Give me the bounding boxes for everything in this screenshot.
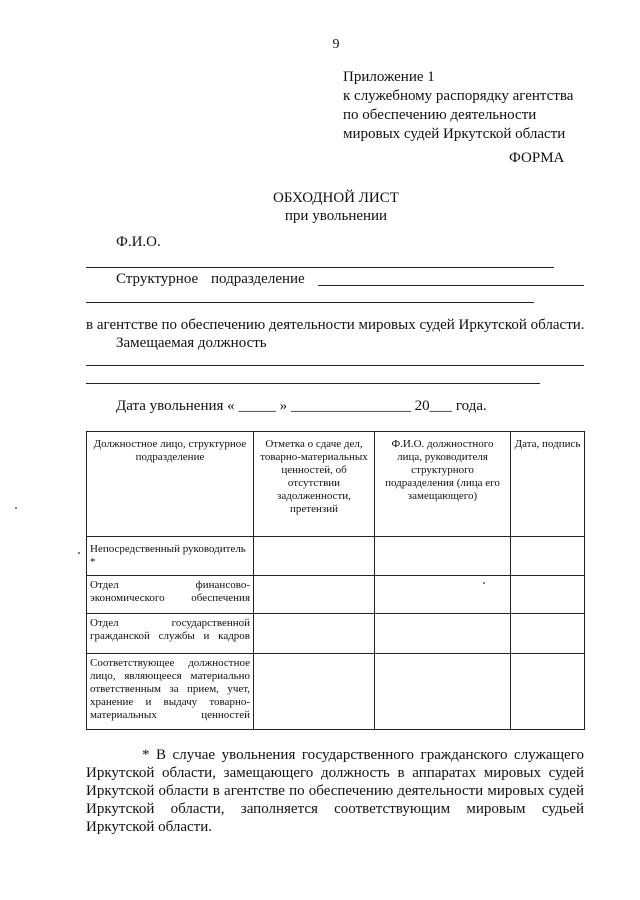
structural-unit-line-2[interactable] <box>86 302 534 303</box>
agency-text: в агентстве по обеспечению деятельности мировых судей Иркутской области. <box>86 317 585 333</box>
appendix-line-1: Приложение 1 <box>343 69 435 85</box>
mark-cell[interactable] <box>254 576 375 614</box>
clearance-table <box>86 431 585 730</box>
mark-cell[interactable] <box>254 537 375 576</box>
table-row <box>87 537 585 576</box>
position-line-2[interactable] <box>86 383 540 384</box>
fio-cell[interactable] <box>375 537 511 576</box>
dismissal-date-field[interactable]: Дата увольнения « _____ » ________________ 20___ года. <box>116 398 487 414</box>
appendix-line-4: мировых судей Иркутской области <box>343 126 566 142</box>
header-date-signature: Дата, подпись <box>511 432 585 537</box>
header-mark: Отметка о сдаче дел, товарно-материальных ценностей, об отсутствии задолженности, претензий <box>254 432 375 537</box>
mark-cell[interactable] <box>254 614 375 654</box>
table-row <box>87 614 585 654</box>
structural-unit-label-2: подразделение <box>211 271 305 287</box>
signature-cell[interactable] <box>511 576 585 614</box>
table-row <box>87 654 585 730</box>
table-row <box>87 576 585 614</box>
structural-unit-label: Структурное <box>116 271 199 287</box>
structural-unit-line[interactable] <box>318 285 584 286</box>
signature-cell[interactable] <box>511 537 585 576</box>
row-label-direct-manager: Непосредственный руководитель * <box>87 537 254 576</box>
mark-cell[interactable] <box>254 654 375 730</box>
fio-label: Ф.И.О. <box>116 234 161 250</box>
fio-cell[interactable] <box>375 576 511 614</box>
page-number: 9 <box>332 37 340 52</box>
signature-cell[interactable] <box>511 614 585 654</box>
scan-speck <box>15 507 17 509</box>
row-label-hr: Отдел государственной гражданской службы и кадров <box>87 614 254 654</box>
signature-cell[interactable] <box>511 654 585 730</box>
document-title <box>0 189 640 225</box>
appendix-line-3: по обеспечению деятельности <box>343 107 537 123</box>
row-label-finance: Отдел финансово-экономического обеспечения <box>87 576 254 614</box>
forma-label: ФОРМА <box>509 150 565 166</box>
title-sub: при увольнении <box>284 208 388 224</box>
header-official: Должностное лицо, структурное подразделение <box>87 432 254 537</box>
fio-cell[interactable] <box>375 654 511 730</box>
fio-cell[interactable] <box>375 614 511 654</box>
appendix-block <box>343 68 573 144</box>
title-main: ОБХОДНОЙ ЛИСТ <box>273 190 399 206</box>
table-header-row <box>87 432 585 537</box>
scan-speck <box>483 582 485 584</box>
scan-speck <box>78 552 80 554</box>
row-label-responsible: Соответствующее должностное лицо, являющееся материально ответственным за прием, учет, хранение и выдачу товарно-материальных ценностей <box>87 654 254 730</box>
appendix-line-2: к служебному распорядку агентства <box>343 88 574 104</box>
fio-line[interactable] <box>86 267 554 268</box>
header-fio: Ф.И.О. должностного лица, руководителя структурного подразделения (лица его замещающего) <box>375 432 511 537</box>
position-line-1[interactable] <box>86 365 584 366</box>
footnote: * В случае увольнения государственного гражданского служащего Иркутской области, замещающего должность в аппаратах мировых судей Иркутской области в агентстве по обеспечению деятельности мировых судей Иркутской области, заполняется соответствующим мировым судьей Иркутской области. <box>86 747 584 835</box>
position-label: Замещаемая должность <box>116 335 267 351</box>
